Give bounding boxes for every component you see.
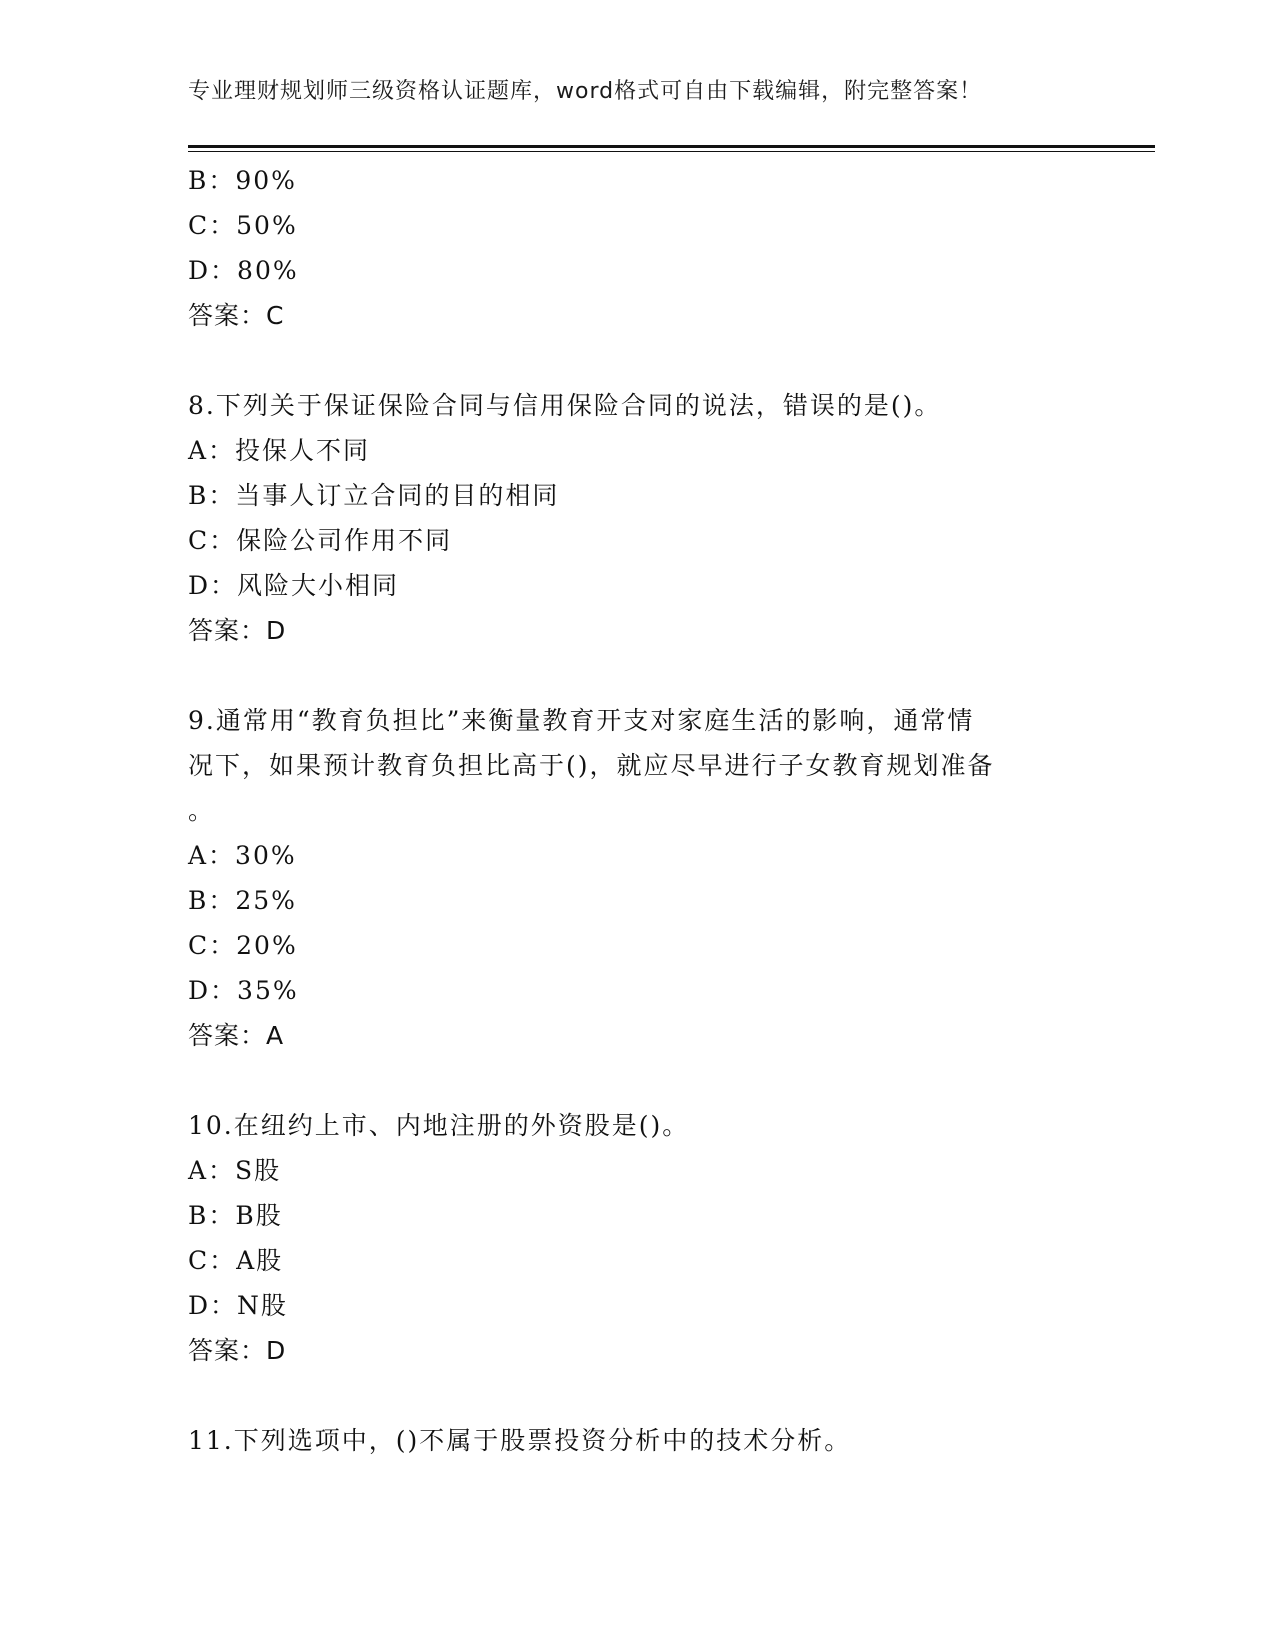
answer-line: 答案：A [188, 1021, 285, 1050]
option-a: A：投保人不同 [188, 436, 371, 465]
question-10-block [188, 1103, 1088, 1373]
option-d: D：风险大小相同 [188, 571, 400, 600]
spacer [188, 1058, 1088, 1103]
header-rule-thick [188, 145, 1155, 148]
header-rule-thin [188, 151, 1155, 152]
option-c: C：A股 [188, 1246, 284, 1275]
document-body [188, 158, 1088, 1463]
option-d: D：35% [188, 976, 299, 1005]
answer-line: 答案：D [188, 616, 287, 645]
question-text-line-3: 。 [188, 796, 216, 825]
question-text: 10.在纽约上市、内地注册的外资股是()。 [188, 1111, 690, 1140]
option-a: A：30% [188, 841, 297, 870]
option-c: C：50% [188, 211, 298, 240]
spacer [188, 1373, 1088, 1418]
spacer [188, 653, 1088, 698]
question-8-block [188, 383, 1088, 653]
option-b: B：90% [188, 166, 297, 195]
question-text: 8.下列关于保证保险合同与信用保险合同的说法，错误的是()。 [188, 391, 942, 420]
option-b: B：25% [188, 886, 297, 915]
option-b: B：B股 [188, 1201, 283, 1230]
question-text-line-2: 况下，如果预计教育负担比高于()，就应尽早进行子女教育规划准备 [188, 751, 995, 780]
question-text: 11.下列选项中，()不属于股票投资分析中的技术分析。 [188, 1426, 852, 1455]
option-c: C：保险公司作用不同 [188, 526, 453, 555]
option-d: D：80% [188, 256, 299, 285]
option-d: D：N股 [188, 1291, 288, 1320]
question-11-block [188, 1418, 1088, 1463]
page-header: 专业理财规划师三级资格认证题库，word格式可自由下载编辑，附完整答案！ [188, 79, 983, 104]
answer-line: 答案：D [188, 1336, 287, 1365]
question-9-block [188, 698, 1088, 1058]
question-7-block [188, 158, 1088, 338]
option-b: B：当事人订立合同的目的相同 [188, 481, 560, 510]
option-a: A：S股 [188, 1156, 282, 1185]
spacer [188, 338, 1088, 383]
question-text-line-1: 9.通常用“教育负担比”来衡量教育开支对家庭生活的影响，通常情 [188, 706, 975, 735]
option-c: C：20% [188, 931, 298, 960]
answer-line: 答案：C [188, 301, 285, 330]
